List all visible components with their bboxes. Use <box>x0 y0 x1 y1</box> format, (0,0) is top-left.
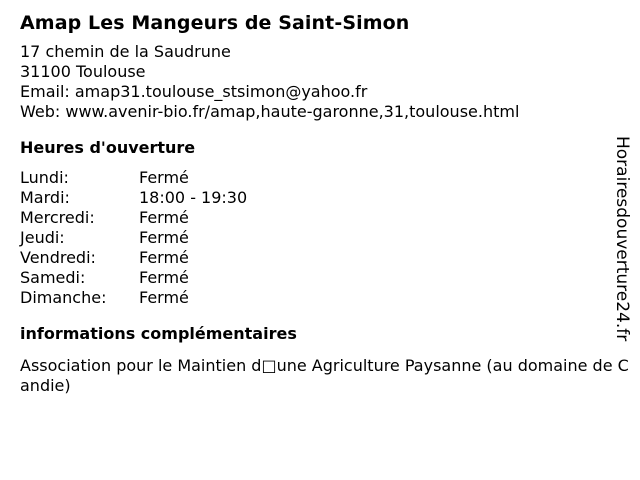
day-hours: Fermé <box>139 268 189 287</box>
hours-row-wednesday <box>20 208 610 228</box>
hours-row-friday <box>20 248 610 268</box>
street-address: 17 chemin de la Saudrune <box>20 42 231 61</box>
hours-row-tuesday <box>20 188 610 208</box>
hours-row-sunday <box>20 288 610 308</box>
hours-row-monday <box>20 168 610 188</box>
day-label: Mardi: <box>20 188 70 207</box>
page-title: Amap Les Mangeurs de Saint-Simon <box>20 12 410 34</box>
day-label: Jeudi: <box>20 228 65 247</box>
info-heading: informations complémentaires <box>20 324 297 343</box>
day-label: Vendredi: <box>20 248 96 267</box>
day-hours: Fermé <box>139 168 189 187</box>
hours-table <box>20 168 610 308</box>
site-watermark: Horairesdouverture24.fr <box>612 136 632 342</box>
web-text: Web: www.avenir-bio.fr/amap,haute-garonne,31,toulouse.html <box>20 102 520 121</box>
hours-row-thursday <box>20 228 610 248</box>
email-text: Email: amap31.toulouse_stsimon@yahoo.fr <box>20 82 368 101</box>
day-hours: Fermé <box>139 228 189 247</box>
day-label: Mercredi: <box>20 208 95 227</box>
contact-block <box>20 42 610 122</box>
day-hours: Fermé <box>139 248 189 267</box>
day-hours: 18:00 - 19:30 <box>139 188 248 207</box>
hours-row-saturday <box>20 268 610 288</box>
day-hours: Fermé <box>139 208 189 227</box>
day-label: Samedi: <box>20 268 86 287</box>
city-address: 31100 Toulouse <box>20 62 146 81</box>
day-label: Lundi: <box>20 168 69 187</box>
hours-heading: Heures d'ouverture <box>20 138 196 157</box>
day-label: Dimanche: <box>20 288 107 307</box>
info-description: Association pour le Maintien d□une Agriculture Paysanne (au domaine de Candie) <box>20 356 629 395</box>
day-hours: Fermé <box>139 288 189 307</box>
